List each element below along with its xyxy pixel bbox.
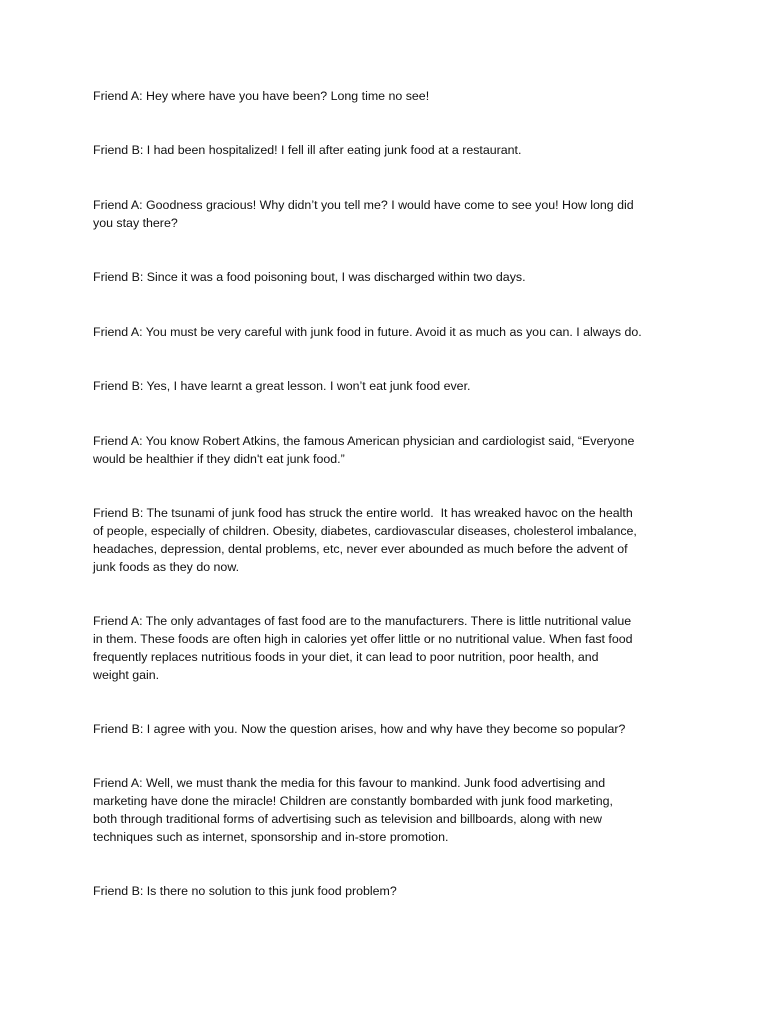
dialogue-line-friend-b [93, 141, 683, 159]
text-line: junk foods as they do now. [93, 560, 240, 574]
text-line: of people, especially of children. Obesity, diabetes, cardiovascular diseases, cholesterol imbalance, [93, 524, 637, 538]
dialogue-line-friend-a [93, 432, 683, 468]
dialogue-line-friend-a [93, 612, 683, 684]
text-line: Friend A: Well, we must thank the media for this favour to mankind. Junk food advertising and [93, 776, 606, 790]
dialogue-line-friend-a [93, 323, 683, 341]
text-line: Friend A: Hey where have you have been? Long time no see! [93, 89, 430, 103]
text-line: Friend B: Is there no solution to this junk food problem? [93, 884, 397, 898]
text-line: Friend A: You must be very careful with junk food in future. Avoid it as much as you can. I always do. [93, 325, 642, 339]
dialogue-line-friend-b [93, 882, 683, 900]
text-line: Friend B: I had been hospitalized! I fell ill after eating junk food at a restaurant. [93, 143, 522, 157]
text-line: weight gain. [93, 668, 160, 682]
text-line: Friend B: Since it was a food poisoning bout, I was discharged within two days. [93, 270, 526, 284]
text-line: Friend B: I agree with you. Now the question arises, how and why have they become so popular? [93, 722, 626, 736]
text-line: frequently replaces nutritious foods in your diet, it can lead to poor nutrition, poor health, and [93, 650, 599, 664]
dialogue-line-friend-b [93, 377, 683, 395]
text-line: would be healthier if they didn't eat junk food.” [93, 452, 345, 466]
text-line: in them. These foods are often high in calories yet offer little or no nutritional value. When fast food [93, 632, 633, 646]
text-line: techniques such as internet, sponsorship and in-store promotion. [93, 830, 449, 844]
text-line: Friend A: You know Robert Atkins, the famous American physician and cardiologist said, “Everyone [93, 434, 635, 448]
text-line: Friend A: The only advantages of fast food are to the manufacturers. There is little nutritional value [93, 614, 632, 628]
dialogue-line-friend-b [93, 268, 683, 286]
dialogue-line-friend-b [93, 504, 683, 576]
dialogue-line-friend-a [93, 196, 683, 232]
text-line: marketing have done the miracle! Children are constantly bombarded with junk food marketing, [93, 794, 613, 808]
text-line: Friend A: Goodness gracious! Why didn’t you tell me? I would have come to see you! How long did [93, 198, 634, 212]
text-line: headaches, depression, dental problems, etc, never ever abounded as much before the advent of [93, 542, 628, 556]
text-line: Friend B: Yes, I have learnt a great lesson. I won’t eat junk food ever. [93, 379, 471, 393]
text-line: Friend B: The tsunami of junk food has struck the entire world. It has wreaked havoc on the health [93, 506, 633, 520]
dialogue-line-friend-a [93, 87, 683, 105]
text-line: you stay there? [93, 216, 178, 230]
dialogue-line-friend-b [93, 720, 683, 738]
dialogue-line-friend-a [93, 774, 683, 846]
text-line: both through traditional forms of advertising such as television and billboards, along with new [93, 812, 602, 826]
